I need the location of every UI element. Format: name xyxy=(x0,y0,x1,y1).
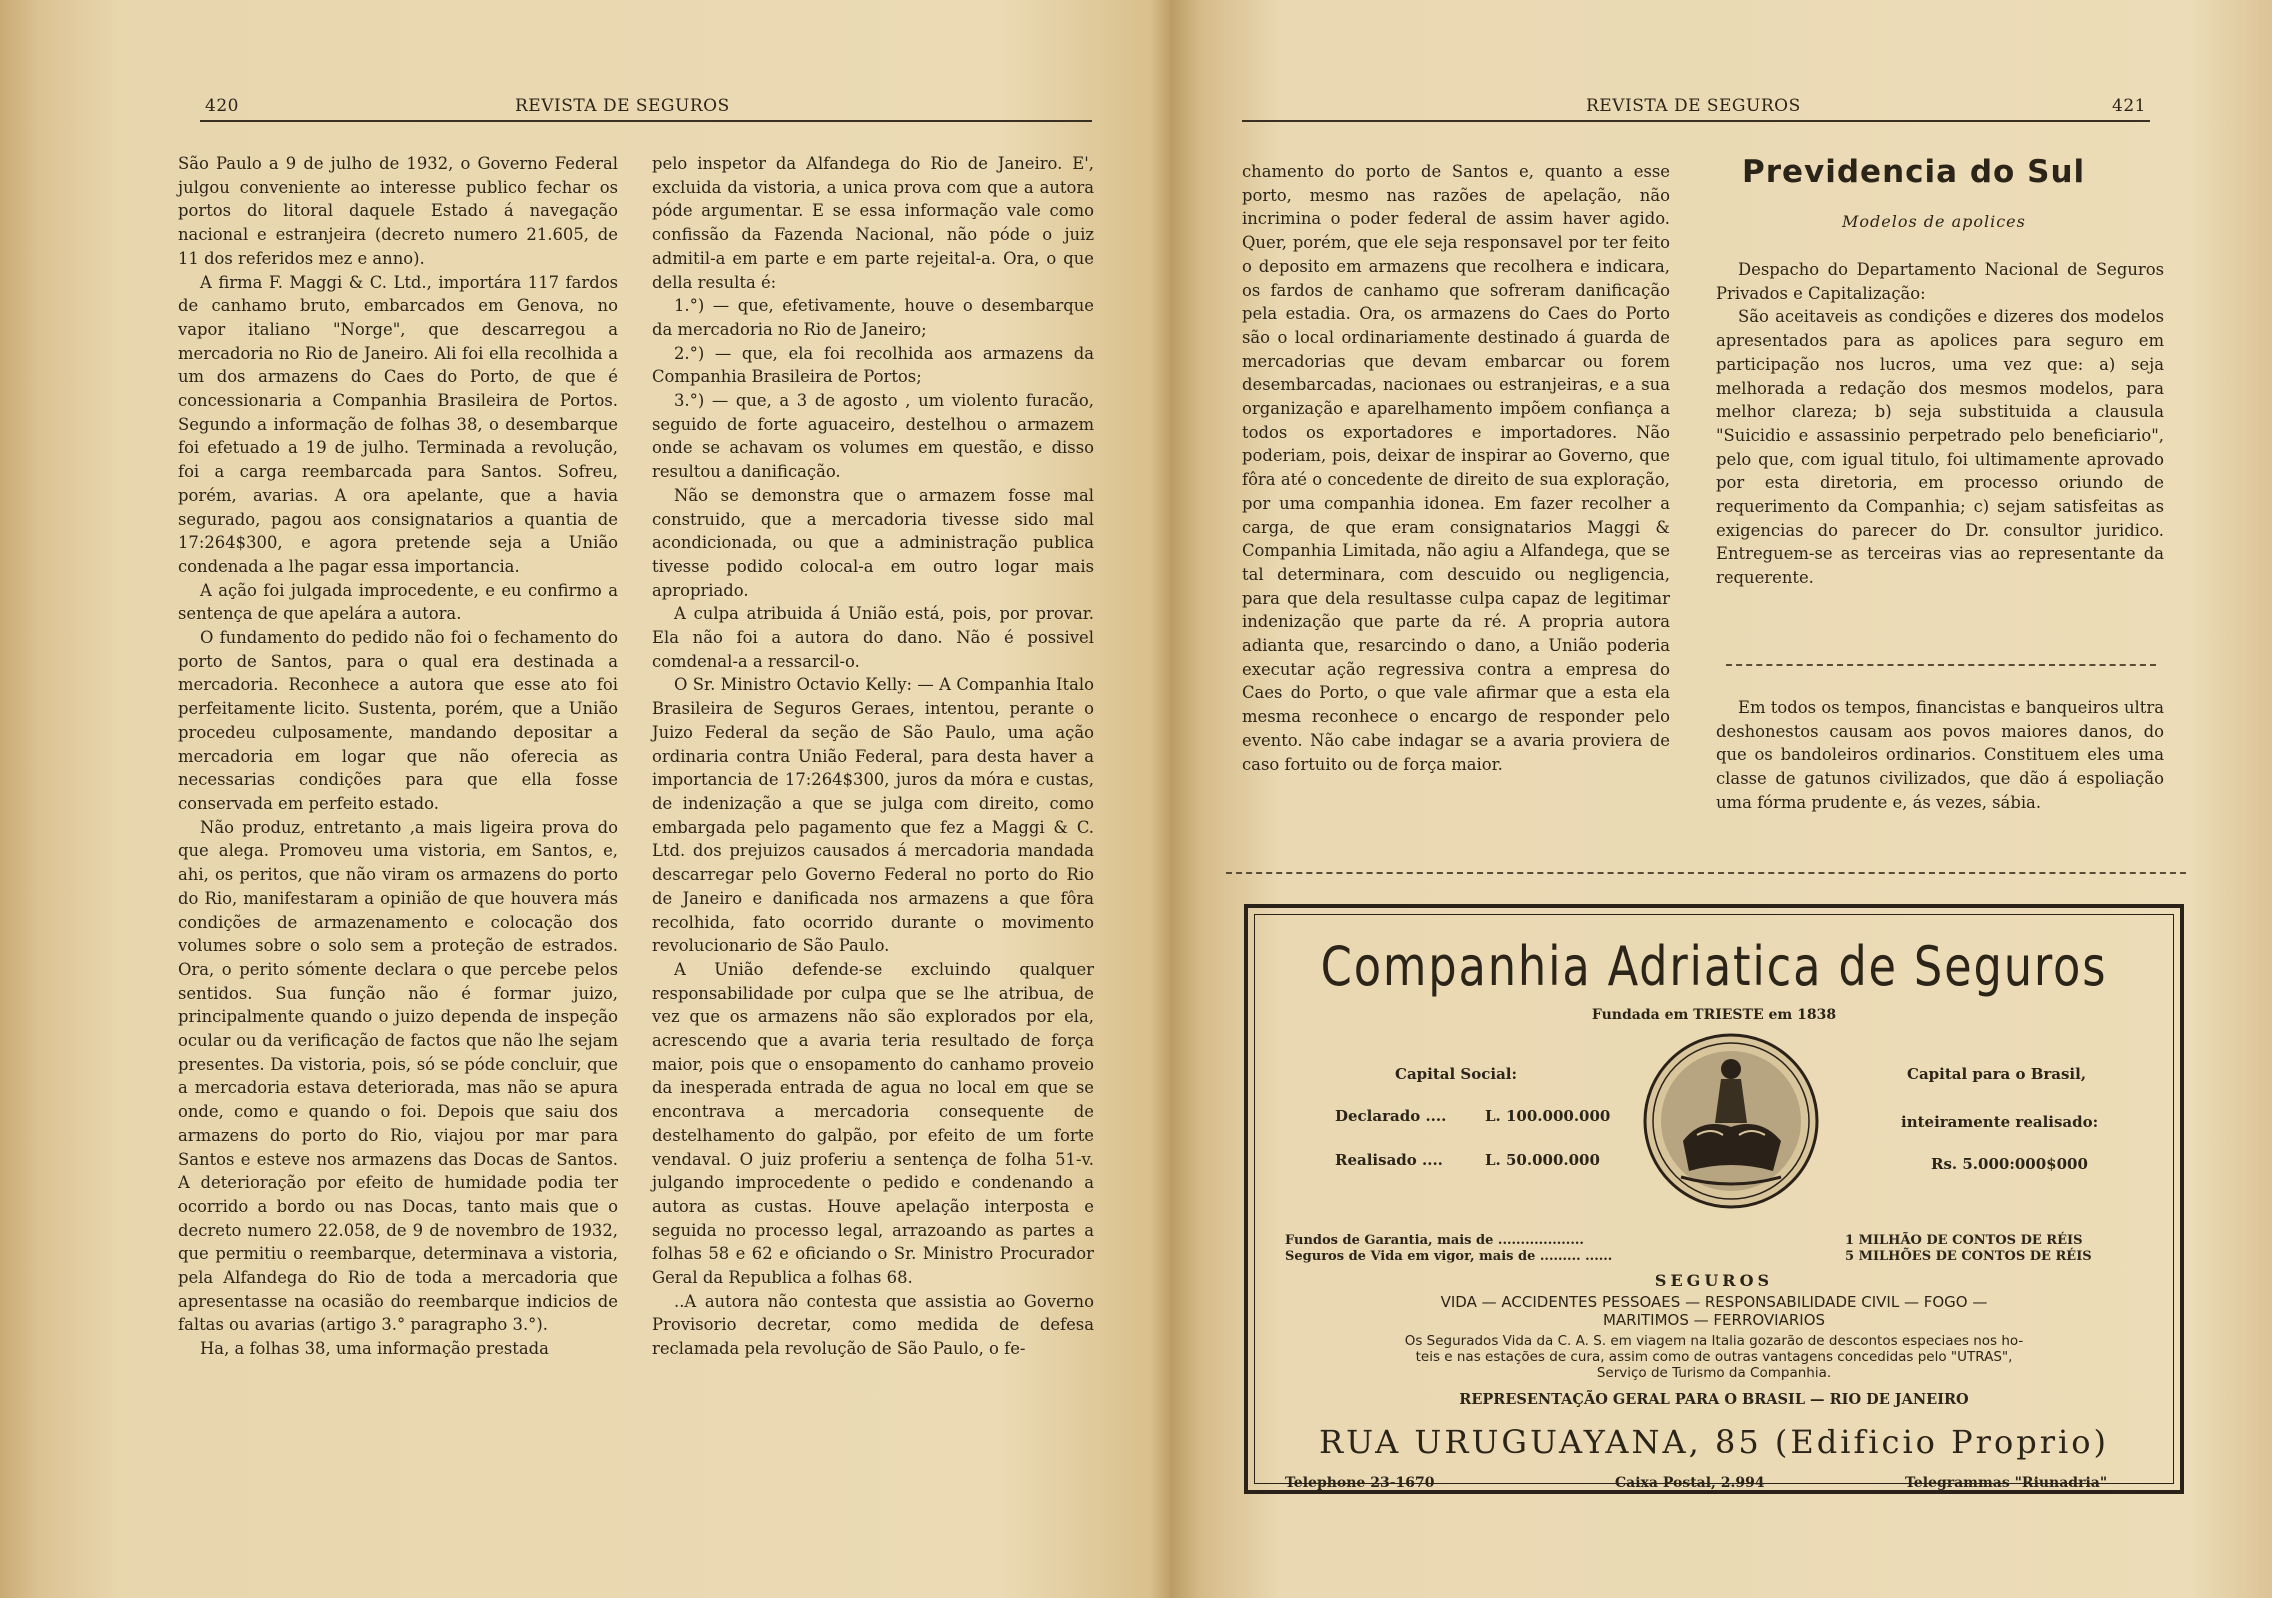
capital-brasil-label: Capital para o Brasil, xyxy=(1907,1065,2087,1083)
capital-brasil-label-2: inteiramente realisado: xyxy=(1901,1113,2099,1131)
note-line-2: teis e nas estações de cura, assim como de outras vantagens concedidas pelo "UTRAS", xyxy=(1415,1349,2013,1365)
capital-brasil-value: Rs. 5.000:000$000 xyxy=(1931,1155,2088,1173)
paragraph: A culpa atribuida á União está, pois, por provar. Ela não foi a autora do dano. Não é possivel comdenal-a a ressarcil-o. xyxy=(652,604,1094,671)
page-number: 420 xyxy=(205,96,239,116)
running-head: REVISTA DE SEGUROS xyxy=(1586,96,1801,116)
section-divider xyxy=(1726,664,2156,666)
paragraph: A ação foi julgada improcedente, e eu confirmo a sentença de que apelára a autora. xyxy=(178,580,618,624)
paragraph: Não produz, entretanto ,a mais ligeira prova do que alega. Promoveu uma vistoria, em Santos, e, ahi, os peritos, que não viram os armazens do porto do Rio, manifestaram a opinião de que houvera más condições de armazenamento e colocação dos volumes sobre o solo sem a proteção de estrados. Ora, o perito sómente declara o que percebe pelos sentidos. Sua função não é formar juizo, principalmente quando o juizo dependa de inspeção ocular ou da verificação de factos que não lhe sejam presentes. Da vistoria, pois, só se póde concluir, que a mercadoria estava deteriorada, mas não se apura onde, como e quando o foi. Depois que saiu dos armazens do porto do Rio, viajou por mar para Santos e esteve nos armazens das Docas de Santos. A deterioração por efeito de humidade podia ter ocorrido a bordo ou nas Docas, tanto mais que o decreto numero 22.058, de 9 de novembro de 1932, que permitiu o reembarque, determinava a vistoria, pela Alfandega do Rio de toda a mercadoria que apresentasse na ocasião do reembarque indicios de faltas ou avarias (artigo 3.° paragrapho 3.°). xyxy=(178,817,618,1335)
ad-title: Companhia Adriatica de Seguros xyxy=(1320,935,2108,998)
paragraph: O Sr. Ministro Octavio Kelly: — A Companhia Italo Brasileira de Seguros Geraes, intentou, perante o Juizo Federal da seção de São Paulo, uma ação ordinaria contra União Federal, para desta haver a importancia de 17:264$300, juros da móra e custas, de indenização a que se julga com direito, como embargada pelo pagamento que fez a Maggi & C. Ltd. dos prejuizos causados á mercadoria mandada descarregar pelo Governo Federal no porto do Rio de Janeiro e danificada nos armazens a que fôra recolhida, fato ocorrido durante o movimento revolucionario de São Paulo. xyxy=(652,675,1094,956)
note-line-1: Os Segurados Vida da C. A. S. em viagem na Italia gozarão de descontos especiaes nos ho- xyxy=(1404,1333,2024,1349)
section-title: Previdencia do Sul xyxy=(1742,154,2086,190)
seguros-line-1: VIDA — ACCIDENTES PESSOAES — RESPONSABILIDADE CIVIL — FOGO — xyxy=(1440,1293,1988,1311)
right-column-2 xyxy=(1716,258,2164,590)
fundos-value: 1 MILHÃO DE CONTOS DE RÉIS xyxy=(1845,1233,2083,1248)
right-column-1 xyxy=(1242,160,1670,776)
running-head: REVISTA DE SEGUROS xyxy=(515,96,730,116)
seguros-vida-value: 5 MILHÕES DE CONTOS DE RÉIS xyxy=(1845,1249,2092,1264)
representacao: REPRESENTAÇÃO GERAL PARA O BRASIL — RIO DE JANEIRO xyxy=(1459,1391,1969,1408)
company-emblem-icon xyxy=(1641,1031,1821,1211)
advertisement xyxy=(1244,904,2184,1494)
left-column-1 xyxy=(178,152,618,1361)
right-column-2-bottom xyxy=(1716,696,2164,815)
paragraph: Ha, a folhas 38, uma informação prestada xyxy=(200,1339,549,1359)
section-subtitle: Modelos de apolices xyxy=(1842,212,2026,231)
paragraph: São aceitaveis as condições e dizeres dos modelos apresentados para as apolices para seguro em participação nos lucros, uma vez que: a) seja melhorada a redação dos mesmos modelos, para melhor clareza; b) seja substituida a clausula "Suicidio e assassinio perpetrado pelo beneficiario", pelo que, com igual titulo, foi ultimamente aprovado por esta diretoria, em processo oriundo de requerimento da Companhia; c) sejam satisfeitas as exigencias do parecer do Dr. consultor juridico. Entreguem-se as terceiras vias ao representante da requerente. xyxy=(1716,307,2164,588)
ad-address: RUA URUGUAYANA, 85 (Edificio Proprio) xyxy=(1319,1423,2109,1461)
paragraph: A firma F. Maggi & C. Ltd., importára 117 fardos de canhamo bruto, embarcados em Genova, no vapor italiano "Norge", que descarregou a mercadoria no Rio de Janeiro. Ali foi ella recolhida a um dos armazens do Caes do Porto, de que é concessionaria a Companhia Brasileira de Portos. Segundo a informação de folhas 38, o desembarque foi efetuado a 19 de julho. Terminada a revolução, foi a carga reembarcada para Santos. Sofreu, porém, avarias. A ora apelante, que a havia segurado, pagou aos consignatarios a quantia de 17:264$300, e agora pretende seja a União condenada a lhe pagar essa importancia. xyxy=(178,272,618,576)
caixa-postal: Caixa Postal, 2.994 xyxy=(1615,1475,1765,1491)
ad-divider xyxy=(1226,872,2186,874)
declarado-label: Declarado .... xyxy=(1335,1107,1447,1125)
paragraph: 2.°) — que, ela foi recolhida aos armazens da Companhia Brasileira de Portos; xyxy=(652,343,1094,387)
ad-inner-frame xyxy=(1254,914,2174,1491)
paragraph: ..A autora não contesta que assistia ao Governo Provisorio decretar, como medida de defesa reclamada pela revolução de São Paulo, o fe- xyxy=(652,1291,1094,1359)
realisado-value: L. 50.000.000 xyxy=(1485,1151,1600,1169)
page-number: 421 xyxy=(2112,96,2146,116)
telegrammas: Telegrammas "Riunadria" xyxy=(1905,1475,2108,1491)
paragraph: Despacho do Departamento Nacional de Seguros Privados e Capitalização: xyxy=(1716,260,2164,303)
seguros-vida-label: Seguros de Vida em vigor, mais de ......... ...... xyxy=(1285,1249,1613,1264)
seguros-heading: SEGUROS xyxy=(1654,1271,1774,1290)
paragraph: 3.°) — que, a 3 de agosto , um violento furacão, seguido de forte aguaceiro, destelhou o armazem onde se achavam os volumes em questão, e disso resultou a danificação. xyxy=(652,391,1094,482)
paragraph: pelo inspetor da Alfandega do Rio de Janeiro. E', excluida da vistoria, a unica prova com que a autora póde argumentar. E se essa informação vale como confissão da Fazenda Nacional, não póde o juiz admitil-a em parte e em parte rejeital-a. Ora, o que della resulta é: xyxy=(652,154,1094,292)
seguros-line-2: MARITIMOS — FERROVIARIOS xyxy=(1602,1311,1826,1329)
header-rule xyxy=(200,120,1092,122)
paragraph: A União defende-se excluindo qualquer responsabilidade por culpa que se lhe atribua, de vez que os armazens não são explorados por ela, acrescendo que a avaria teria resultado de força maior, pois que o ensopamento do canhamo proveio da inesperada entrada de agua no local em que se encontrava a mercadoria consequente de destelhamento do galpão, por efeito de um forte vendaval. O juiz proferiu a sentença de folha 51-v. julgando improcedente o pedido e condenando a autora as custas. Houve apelação interposta e seguida no processo legal, arrazoando as partes a folhas 58 e 62 e oficiando o Sr. Ministro Procurador Geral da Republica a folhas 68. xyxy=(652,959,1094,1288)
note-line-3: Serviço de Turismo da Companhia. xyxy=(1596,1365,1832,1381)
declarado-value: L. 100.000.000 xyxy=(1485,1107,1611,1125)
paragraph: Em todos os tempos, financistas e banqueiros ultra deshonestos causam aos povos maiores danos, do que os bandoleiros ordinarios. Constituem eles uma classe de gatunos civilizados, que dão á espoliação uma fórma prudente e, ás vezes, sábia. xyxy=(1716,698,2164,812)
paragraph: Não se demonstra que o armazem fosse mal construido, que a mercadoria tivesse sido mal acondicionada, ou que a administração publica tivesse podido colocal-a em outro logar mais apropriado. xyxy=(652,485,1094,600)
paragraph: São Paulo a 9 de julho de 1932, o Governo Federal julgou conveniente ao interesse publico fechar os portos do litoral daquele Estado á navegação nacional e estranjeira (decreto numero 21.605, de 11 dos referidos mez e anno). xyxy=(178,154,618,268)
capital-social-label: Capital Social: xyxy=(1395,1065,1518,1083)
telephone: Telephone 23-1670 xyxy=(1285,1475,1435,1491)
fundos-label: Fundos de Garantia, mais de ................... xyxy=(1285,1233,1584,1248)
left-column-2 xyxy=(652,152,1094,1361)
header-rule xyxy=(1242,120,2150,122)
paragraph: O fundamento do pedido não foi o fechamento do porto de Santos, para o qual era destinada a mercadoria. Reconhece a autora que esse ato foi perfeitamente licito. Sustenta, porém, que a União procedeu culposamente, mandando depositar a mercadoria em logar que não oferecia as necessarias condições para que ella fosse conservada em perfeito estado. xyxy=(178,628,618,813)
paragraph: 1.°) — que, efetivamente, houve o desembarque da mercadoria no Rio de Janeiro; xyxy=(652,296,1094,339)
ad-founded: Fundada em TRIESTE em 1838 xyxy=(1591,1007,1837,1023)
paragraph: chamento do porto de Santos e, quanto a esse porto, mesmo nas razões de apelação, não incrimina o poder federal de assim haver agido. Quer, porém, que ele seja responsavel por ter feito o deposito em armazens que recolhera e indicara, os fardos de canhamo que sofreram danificação pela estadia. Ora, os armazens do Caes do Porto são o local ordinariamente destinado á guarda de mercadorias que devam embarcar ou forem desembarcadas, nacionaes ou estranjeiras, e a sua organização e aparelhamento impõem confiança a todos os exportadores e importadores. Não poderiam, pois, deixar de inspirar ao Governo, que fôra até o concedente de direito de sua exploração, por uma companhia idonea. Em fazer recolher a carga, de que eram consignatarios Maggi & Companhia Limitada, não agiu a Alfandega, que se tal determinara, com descuido ou negligencia, para que dela resultasse culpa capaz de legitimar indenização que parte da ré. A propria autora adianta que, resarcindo o dano, a União poderia executar ação regressiva contra a empresa do Caes do Porto, o que vale afirmar que a esta ela mesma reconhece o encargo de responder pelo evento. Não cabe indagar se a avaria proviera de caso fortuito ou de força maior. xyxy=(1242,162,1670,774)
realisado-label: Realisado .... xyxy=(1335,1151,1443,1169)
